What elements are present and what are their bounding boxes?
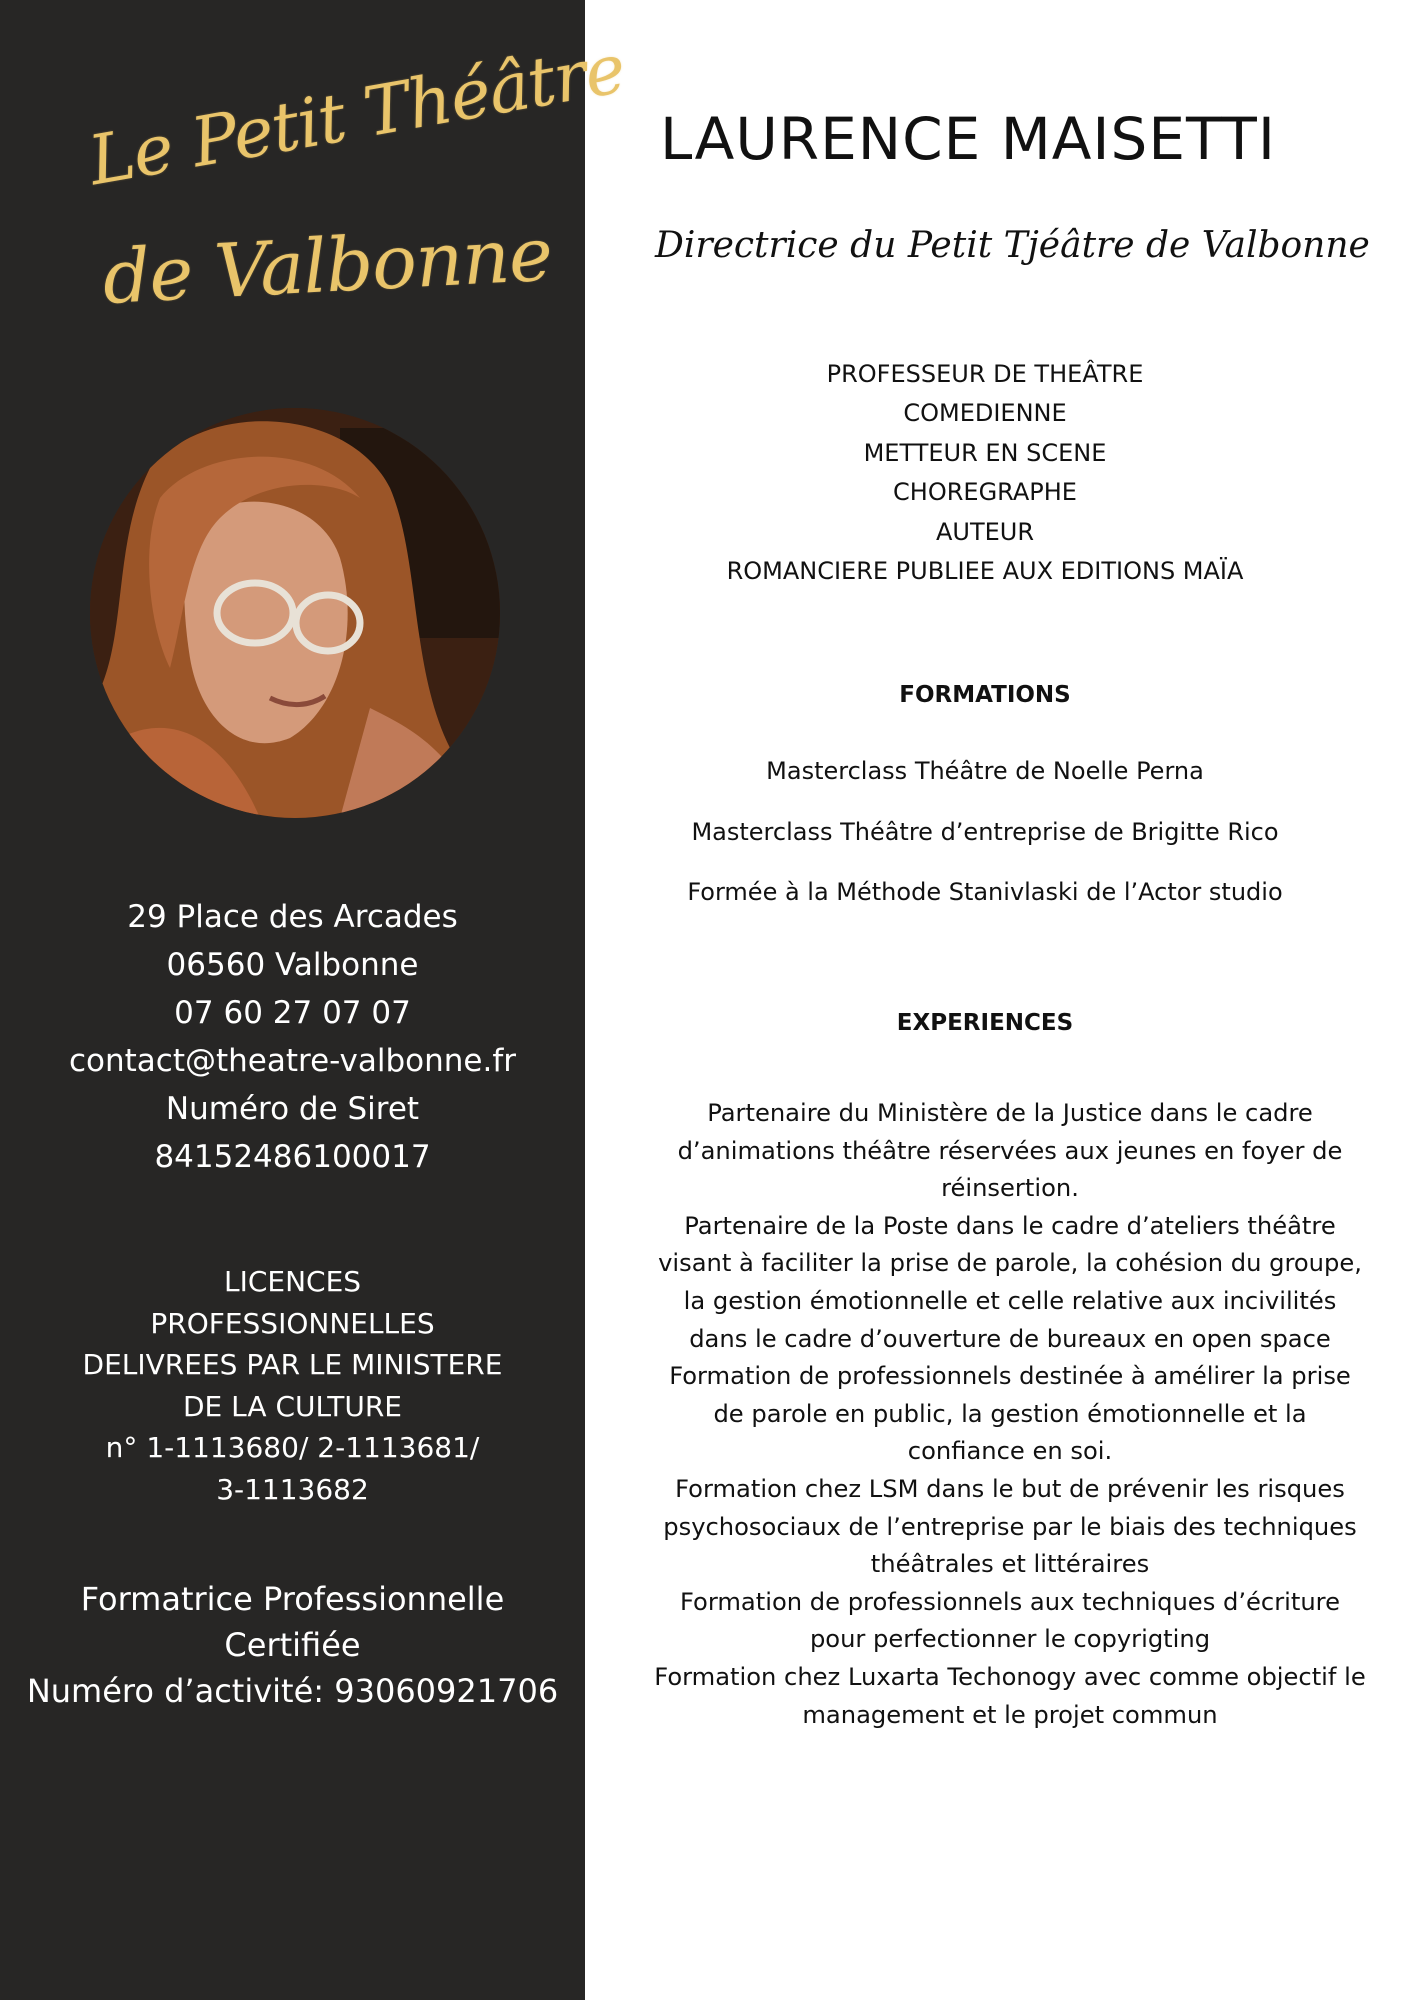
licences-block <box>0 1261 585 1510</box>
role-item: AUTEUR <box>935 517 1035 546</box>
experiences-heading: EXPERIENCES <box>896 1010 1074 1036</box>
formatrice-block <box>0 1576 585 1714</box>
licences-line: DELIVREES PAR LE MINISTERE <box>82 1348 503 1381</box>
contact-block <box>0 893 585 1181</box>
experience-item: Formation chez LSM dans le but de prévenir les risques psychosociaux de l’entreprise par le biais des techniques théâtrales et littéraires <box>663 1474 1357 1579</box>
roles-list <box>585 355 1385 591</box>
formation-item: Masterclass Théâtre de Noelle Perna <box>766 757 1204 785</box>
contact-phone[interactable]: 07 60 27 07 07 <box>174 995 411 1031</box>
siret-label: Numéro de Siret <box>165 1091 420 1127</box>
role-item: CHOREGRAPHE <box>893 478 1077 507</box>
person-name: LAURENCE MAISETTI <box>660 105 1276 173</box>
formatrice-line: Formatrice Professionnelle <box>80 1580 505 1618</box>
experience-item: Formation chez Luxarta Techonogy avec comme objectif le management et le projet commun <box>654 1662 1366 1729</box>
licences-line: LICENCES <box>223 1265 362 1298</box>
contact-email[interactable]: contact@theatre-valbonne.fr <box>68 1043 516 1079</box>
licences-line: n° 1-1113680/ 2-1113681/ <box>105 1431 480 1464</box>
experiences-list <box>654 1095 1366 1734</box>
logo-line-2: de Valbonne <box>100 211 554 321</box>
experience-item: Formation de professionnels destinée à amélirer la prise de parole en public, la gestion émotionnelle et la confiance en soi. <box>669 1362 1351 1466</box>
contact-city: 06560 Valbonne <box>166 947 419 983</box>
formation-item: Formée à la Méthode Stanivlaski de l’Actor studio <box>687 878 1283 906</box>
job-title-signature: Directrice du Petit Tjéâtre de Valbonne <box>655 225 1370 266</box>
portrait-photo <box>90 408 500 818</box>
experience-item: Partenaire du Ministère de la Justice dans le cadre d’animations théâtre réservées aux jeunes en foyer de réinsertion. <box>677 1099 1343 1203</box>
licences-line: DE LA CULTURE <box>183 1389 402 1423</box>
role-item: ROMANCIERE PUBLIEE AUX EDITIONS MAÏA <box>726 557 1244 586</box>
sidebar <box>0 0 631 2000</box>
activity-number: Numéro d’activité: 93060921706 <box>26 1672 559 1710</box>
experience-item: Partenaire de la Poste dans le cadre d’ateliers théâtre visant à faciliter la prise de parole, la cohésion du groupe, la gestion émotionnelle et celle relative aux incivilités dans le cadre d’ouverture de bureaux en open space <box>658 1211 1362 1353</box>
role-item: PROFESSEUR DE THEÂTRE <box>826 360 1144 388</box>
licences-line: PROFESSIONNELLES <box>150 1306 435 1340</box>
formations-heading: FORMATIONS <box>899 682 1071 708</box>
licences-line: 3-1113682 <box>216 1472 369 1506</box>
siret-number: 84152486100017 <box>154 1139 431 1175</box>
theatre-logo <box>70 29 631 340</box>
formation-item: Masterclass Théâtre d’entreprise de Brigitte Rico <box>691 817 1279 846</box>
contact-address: 29 Place des Arcades <box>127 899 458 935</box>
role-item: METTEUR EN SCENE <box>863 438 1107 467</box>
experience-item: Formation de professionnels aux techniques d’écriture pour perfectionner le copyrigting <box>680 1587 1340 1654</box>
formations-list <box>585 741 1385 923</box>
logo-line-1: Le Petit Théâtre <box>83 29 631 202</box>
main-content <box>585 0 1414 2000</box>
formatrice-line: Certifiée <box>224 1626 361 1664</box>
role-item: COMEDIENNE <box>903 399 1067 428</box>
